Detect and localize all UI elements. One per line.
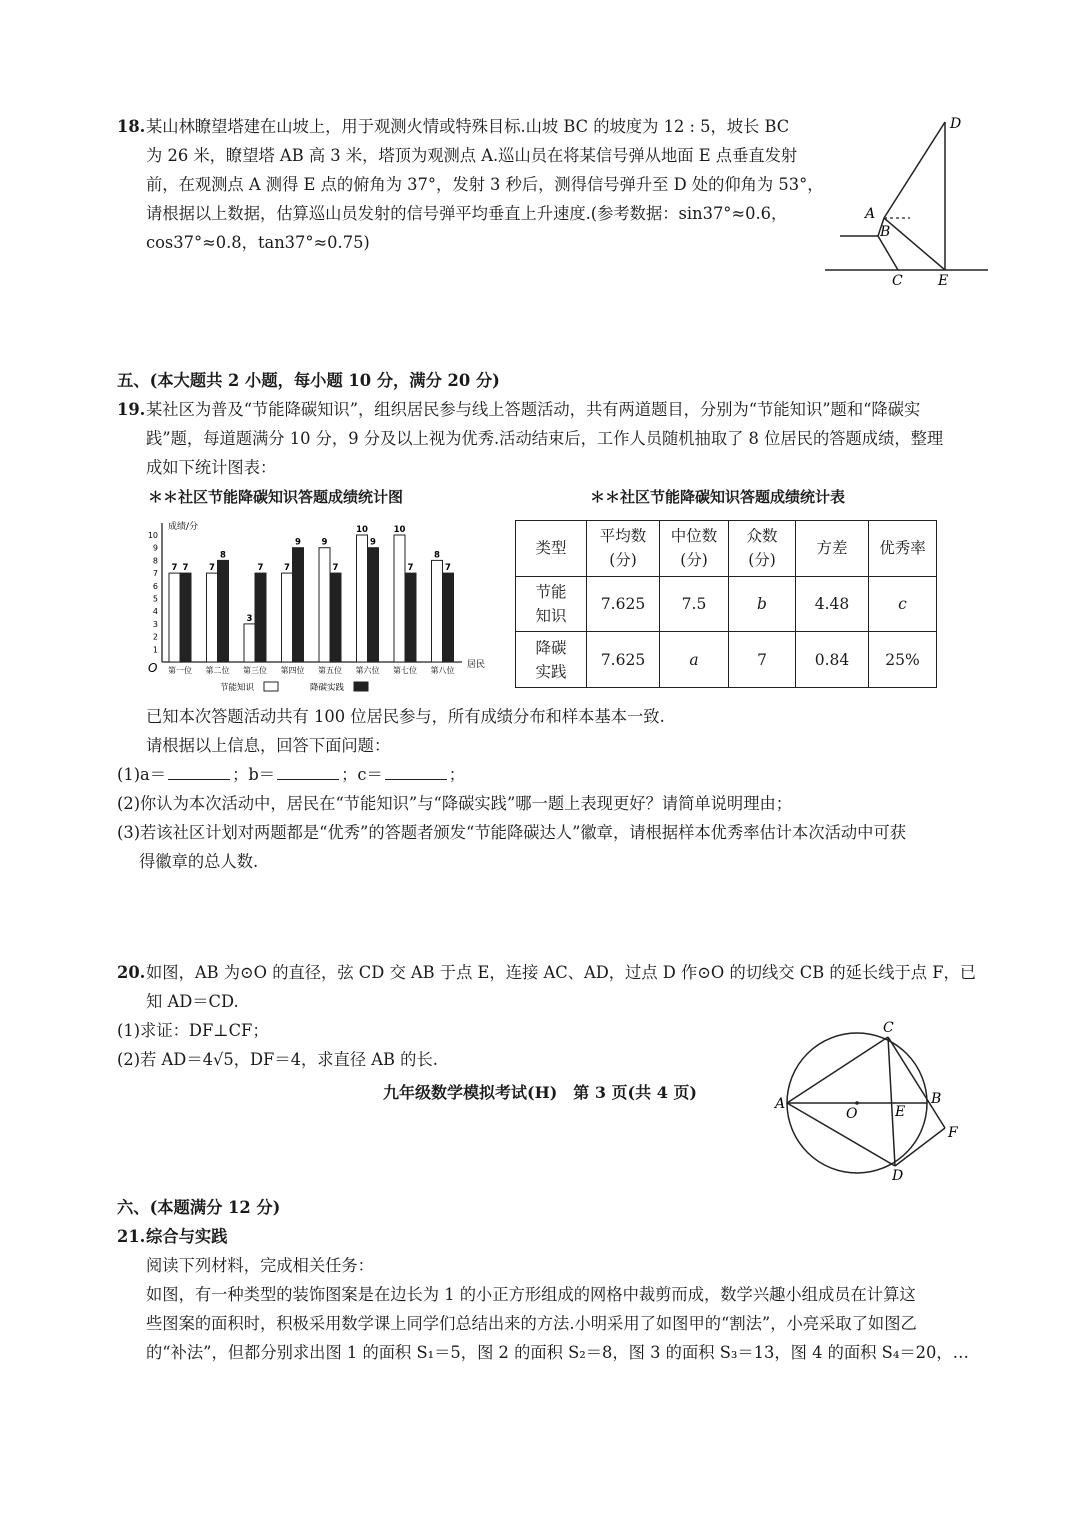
stat-table xyxy=(515,520,937,688)
header-type: 类型 xyxy=(516,521,587,577)
table-row xyxy=(516,632,937,688)
q21-number: 21. xyxy=(117,1227,146,1246)
table-title: ＊＊社区节能降碳知识答题成绩统计表 xyxy=(590,488,846,506)
q18-line1: 某山林瞭望塔建在山坡上，用于观测火情或特殊目标.山坡 BC 的坡度为 12 : 5，坡长 BC xyxy=(146,117,790,136)
q18-line5: cos37°≈0.8，tan37°≈0.75) xyxy=(146,233,370,252)
bar-carbon xyxy=(330,573,341,662)
q19-part1-end: ； xyxy=(448,765,466,784)
x-tick-label: 第六位 xyxy=(355,666,380,675)
q20-line1: 如图，AB 为⊙O 的直径，弦 CD 交 AB 于点 E，连接 AC、AD，过点 D 作⊙O 的切线交 CB 的延长线于点 F，已 xyxy=(146,963,977,982)
bar-value-label: 7 xyxy=(257,563,264,574)
q19-part1-a: (1)a＝ xyxy=(117,765,167,784)
q20-label-o: O xyxy=(846,1106,858,1122)
bar-carbon xyxy=(218,560,229,662)
q19-line4: 已知本次答题活动共有 100 位居民参与，所有成绩分布和样本基本一致. xyxy=(146,707,665,726)
q21-line1: 阅读下列材料，完成相关任务： xyxy=(146,1256,374,1275)
q18-line4: 请根据以上数据，估算巡山员发射的信号弹平均垂直上升速度.(参考数据：sin37°≈0.6， xyxy=(146,204,788,223)
x-tick-label: 第五位 xyxy=(318,666,342,675)
answer-blank-a[interactable] xyxy=(168,765,230,780)
bar-value-label: 7 xyxy=(284,563,290,574)
q20-part1: (1)求证：DF⊥CF； xyxy=(117,1021,269,1040)
bar-value-label: 3 xyxy=(246,613,253,624)
bar-carbon xyxy=(293,548,304,662)
bar-value-label: 8 xyxy=(434,550,440,561)
table-cell: c xyxy=(869,576,937,632)
q20-label-f: F xyxy=(948,1125,958,1141)
q20-number: 20. xyxy=(117,963,146,982)
bar-carbon xyxy=(180,573,191,662)
legend-label-carbon: 降碳实践 xyxy=(310,683,345,693)
q21-line4: 的“补法”，但都分别求出图 1 的面积 S₁＝5，图 2 的面积 S₂＝8，图 3 的面积 S₃＝13，图 4 的面积 S₄＝20，… xyxy=(146,1343,969,1362)
q20-label-a: A xyxy=(775,1096,786,1112)
bar-value-label: 7 xyxy=(182,563,189,574)
section-5-heading: 五、(本大题共 2 小题，每小题 10 分，满分 20 分) xyxy=(117,371,500,390)
q19-number: 19. xyxy=(117,400,146,419)
q18-label-d: D xyxy=(950,116,962,132)
bar-value-label: 7 xyxy=(209,563,215,574)
x-axis-label: 居民 xyxy=(467,660,486,670)
q20-label-c: C xyxy=(883,1020,894,1036)
q18-figure xyxy=(820,108,990,293)
bar-energy xyxy=(282,573,293,662)
q18-label-c: C xyxy=(892,273,903,289)
answer-blank-b[interactable] xyxy=(277,765,339,780)
q19-part1-b: ；b＝ xyxy=(232,765,276,784)
bar-value-label: 9 xyxy=(295,537,301,548)
x-tick-label: 第八位 xyxy=(430,666,455,675)
y-tick-label: 9 xyxy=(152,543,158,553)
row-type: 节能 知识 xyxy=(516,576,587,632)
bar-carbon xyxy=(443,573,454,662)
table-cell: 7.625 xyxy=(587,632,660,688)
legend-label-energy: 节能知识 xyxy=(220,683,255,693)
table-header-row xyxy=(516,521,937,577)
q19-line3: 成如下统计图表： xyxy=(146,458,277,477)
origin-label: O xyxy=(148,661,158,675)
q18-label-b: B xyxy=(880,224,891,240)
bar-value-label: 7 xyxy=(171,563,178,574)
q19-line2: 践”题，每道题满分 10 分，9 分及以上视为优秀.活动结束后，工作人员随机抽取了 8 位居民的答题成绩，整理 xyxy=(146,429,944,448)
q19-part2: (2)你认为本次活动中，居民在“节能知识”与“降碳实践”哪一题上表现更好？请简单说明理由； xyxy=(117,794,793,813)
y-tick-label: 10 xyxy=(147,531,158,540)
table-cell: 7 xyxy=(729,632,796,688)
x-tick-label: 第三位 xyxy=(243,666,267,675)
bar-energy xyxy=(432,560,443,662)
q18-line2: 为 26 米，瞭望塔 AB 高 3 米，塔顶为观测点 A.巡山员在将某信号弹从地面 E 点垂直发射 xyxy=(146,146,798,165)
table-cell: 7.625 xyxy=(587,576,660,632)
bar-carbon xyxy=(255,573,266,662)
q19-line1: 某社区为普及“节能降碳知识”，组织居民参与线上答题活动，共有两道题目，分别为“节能知识”题和“降碳实 xyxy=(146,400,921,419)
q18-line3: 前，在观测点 A 测得 E 点的俯角为 37°，发射 3 秒后，测得信号弹升至 D 处的仰角为 53°， xyxy=(146,175,824,194)
q20-label-b: B xyxy=(931,1091,942,1107)
q21-title: 综合与实践 xyxy=(146,1227,228,1246)
y-tick-label: 7 xyxy=(152,569,158,579)
q19-part3-line2: 得徽章的总人数. xyxy=(139,852,259,871)
chart-title: ＊＊社区节能降碳知识答题成绩统计图 xyxy=(148,488,404,506)
header-mode: 众数 (分) xyxy=(729,521,796,577)
y-axis-label: 成绩/分 xyxy=(168,522,199,532)
table-cell: 0.84 xyxy=(796,632,869,688)
q20-part2: (2)若 AD＝4√5，DF＝4，求直径 AB 的长. xyxy=(117,1050,438,1069)
table-row xyxy=(516,576,937,632)
q21-line3: 些图案的面积时，积极采用数学课上同学们总结出来的方法.小明采用了如图甲的“割法”，小亮采取了如图乙 xyxy=(146,1314,917,1333)
y-tick-label: 3 xyxy=(152,619,158,629)
bar-energy xyxy=(169,573,180,662)
bar-energy xyxy=(319,548,330,662)
table-cell: b xyxy=(729,576,796,632)
bar-value-label: 10 xyxy=(393,525,406,535)
header-median: 中位数 (分) xyxy=(660,521,729,577)
table-cell: a xyxy=(660,632,729,688)
bar-energy xyxy=(357,535,368,662)
q21-line2: 如图，有一种类型的装饰图案是在边长为 1 的小正方形组成的网格中裁剪而成，数学兴趣小组成员在计算这 xyxy=(146,1285,916,1304)
table-cell: 4.48 xyxy=(796,576,869,632)
header-excellent-rate: 优秀率 xyxy=(869,521,937,577)
table-cell: 25% xyxy=(869,632,937,688)
answer-blank-c[interactable] xyxy=(385,765,447,780)
q20-line2: 知 AD＝CD. xyxy=(146,992,239,1011)
row-type: 降碳 实践 xyxy=(516,632,587,688)
page-footer: 九年级数学模拟考试(H) 第 3 页(共 4 页) xyxy=(383,1083,697,1102)
bar-value-label: 8 xyxy=(220,550,226,561)
table-cell: 7.5 xyxy=(660,576,729,632)
y-tick-label: 6 xyxy=(152,581,158,591)
q18-label-a: A xyxy=(865,206,876,222)
x-tick-label: 第七位 xyxy=(393,666,417,675)
bar-value-label: 10 xyxy=(356,525,368,535)
bar-value-label: 9 xyxy=(321,537,328,548)
bar-carbon xyxy=(368,548,379,662)
bar-value-label: 7 xyxy=(445,563,451,574)
bar-energy xyxy=(394,535,405,662)
q18-label-e: E xyxy=(938,273,949,289)
y-tick-label: 2 xyxy=(152,632,158,642)
bar-chart xyxy=(140,515,490,695)
q19-part1-c: ；c＝ xyxy=(341,765,383,784)
y-tick-label: 8 xyxy=(152,556,158,566)
legend-swatch-carbon xyxy=(354,682,368,691)
section-6-heading: 六、(本题满分 12 分) xyxy=(117,1198,281,1217)
header-variance: 方差 xyxy=(796,521,869,577)
x-tick-label: 第四位 xyxy=(280,666,305,675)
bar-value-label: 9 xyxy=(370,537,376,548)
q19-line5: 请根据以上信息，回答下面问题： xyxy=(146,736,391,755)
bar-value-label: 7 xyxy=(407,563,414,574)
legend-swatch-energy xyxy=(264,682,278,691)
header-mean: 平均数 (分) xyxy=(587,521,660,577)
x-tick-label: 第一位 xyxy=(168,666,192,675)
x-tick-label: 第二位 xyxy=(205,666,230,675)
q18-number: 18. xyxy=(117,117,146,136)
q20-label-e: E xyxy=(895,1104,906,1120)
y-tick-label: 4 xyxy=(152,607,158,617)
q19-part3-line1: (3)若该社区计划对两题都是“优秀”的答题者颁发“节能降碳达人”徽章，请根据样本优秀率估计本次活动中可获 xyxy=(117,823,907,842)
q20-label-d: D xyxy=(892,1168,904,1184)
q19-part1 xyxy=(117,764,465,786)
bar-energy xyxy=(207,573,218,662)
y-tick-label: 1 xyxy=(152,645,158,655)
y-tick-label: 5 xyxy=(152,594,158,604)
bar-carbon xyxy=(405,573,416,662)
bar-energy xyxy=(244,624,255,662)
bar-value-label: 7 xyxy=(332,563,339,574)
